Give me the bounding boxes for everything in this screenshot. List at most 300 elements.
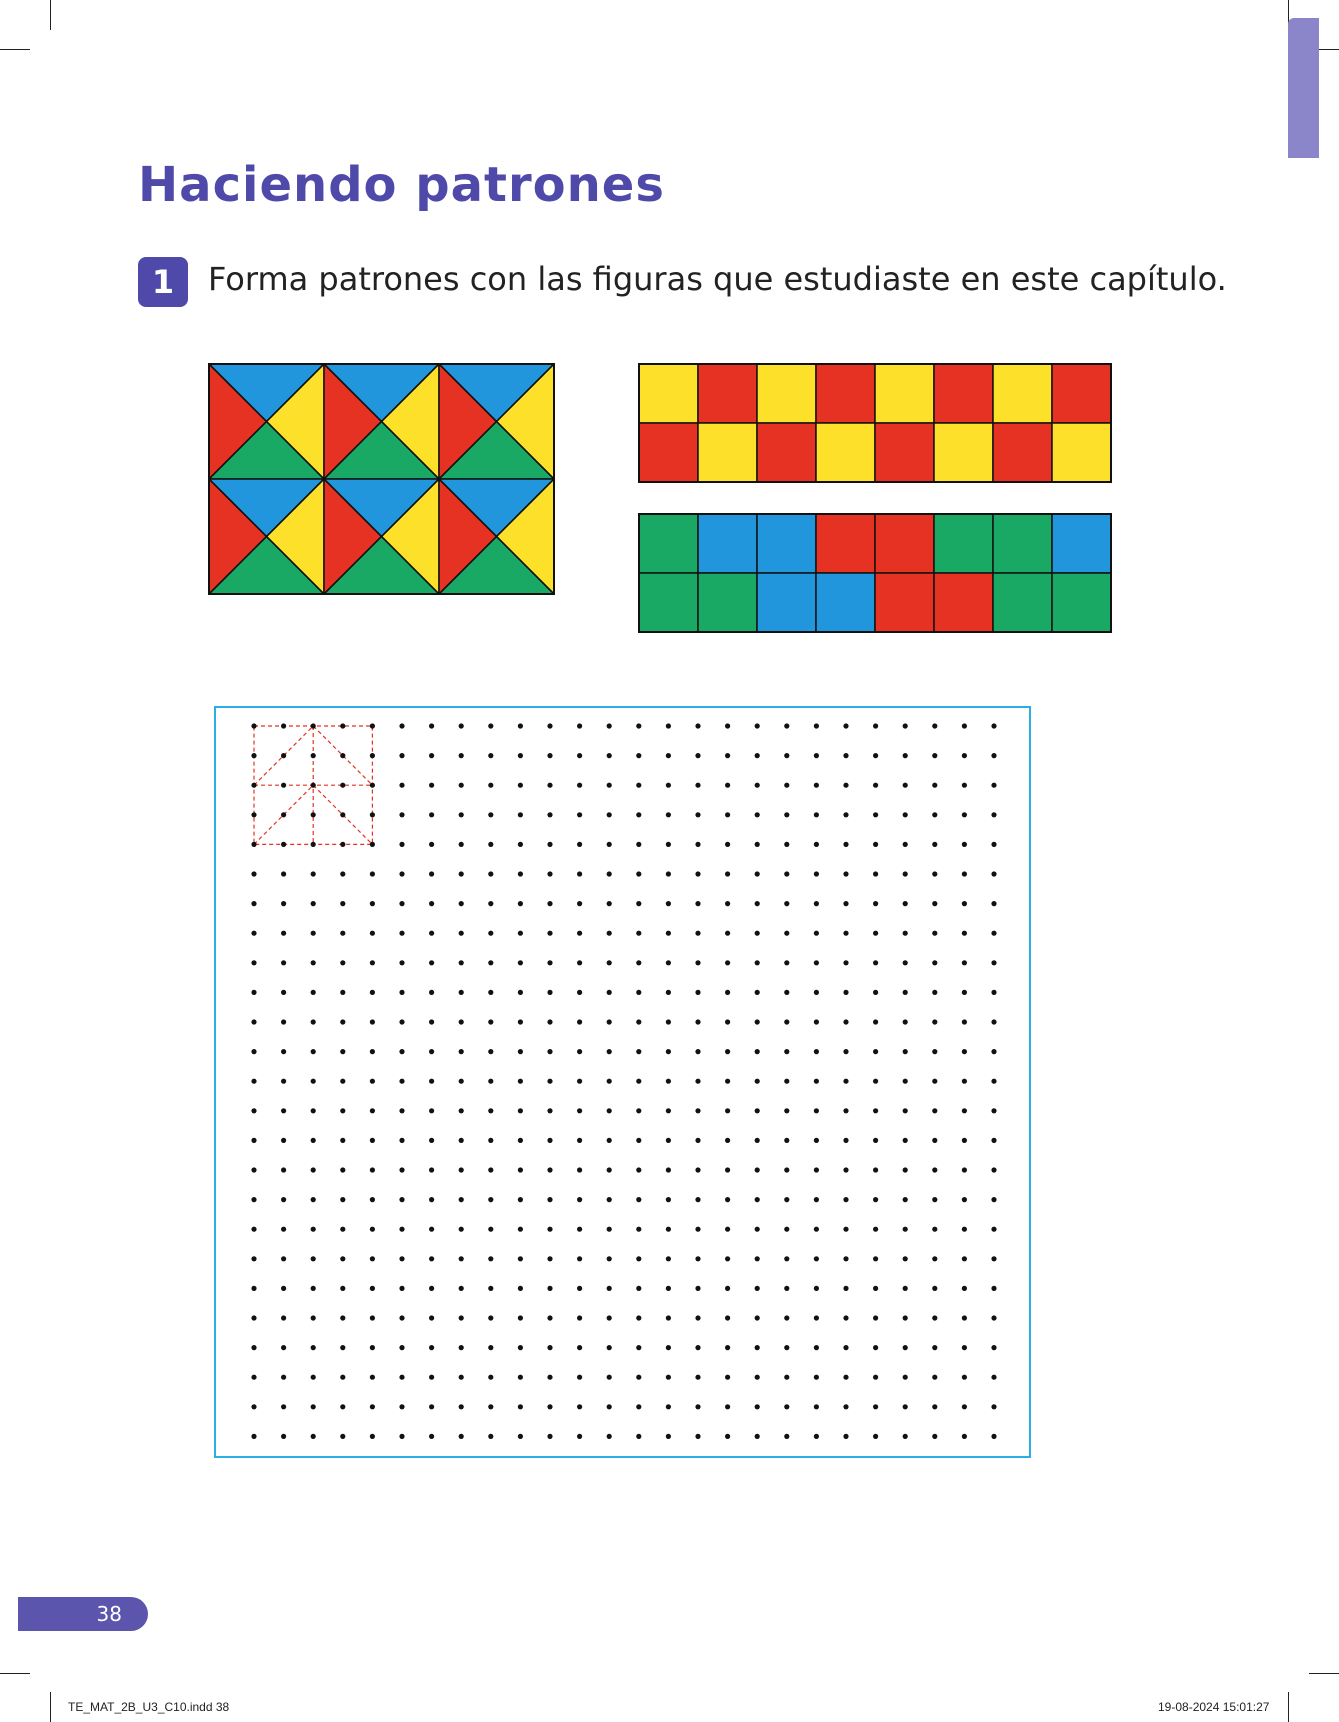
grid-dot (281, 931, 286, 936)
grid-dot (725, 1345, 730, 1350)
grid-dot (843, 753, 848, 758)
grid-dot (962, 1167, 967, 1172)
grid-dot (251, 1286, 256, 1291)
grid-dot (340, 723, 345, 728)
grid-dot (873, 871, 878, 876)
grid-dot (725, 1375, 730, 1380)
grid-dot (340, 1286, 345, 1291)
grid-dot (843, 783, 848, 788)
grid-dot (577, 1108, 582, 1113)
grid-dot (518, 1079, 523, 1084)
grid-dot (518, 990, 523, 995)
grid-dot (695, 1138, 700, 1143)
grid-dot (281, 1108, 286, 1113)
square-yellow (993, 364, 1052, 423)
grid-dot (843, 842, 848, 847)
grid-dot (518, 1019, 523, 1024)
grid-dot (459, 1019, 464, 1024)
grid-dot (399, 1049, 404, 1054)
grid-dot (755, 1049, 760, 1054)
grid-dot (932, 842, 937, 847)
grid-dot (636, 1434, 641, 1439)
grid-dot (370, 1227, 375, 1232)
grid-dot (459, 1197, 464, 1202)
grid-dot (873, 960, 878, 965)
grid-dot (518, 931, 523, 936)
grid-dot (311, 1167, 316, 1172)
grid-dot (784, 990, 789, 995)
grid-dot (814, 1019, 819, 1024)
grid-dot (636, 723, 641, 728)
grid-dot (666, 960, 671, 965)
square-blue (698, 514, 757, 573)
grid-dot (814, 1404, 819, 1409)
grid-dot (399, 723, 404, 728)
square-red (698, 364, 757, 423)
square-green (1052, 573, 1111, 632)
grid-dot (903, 1079, 908, 1084)
grid-dot (932, 1375, 937, 1380)
grid-dot (695, 812, 700, 817)
grid-dot (666, 1404, 671, 1409)
grid-dot (607, 812, 612, 817)
grid-dot (991, 1167, 996, 1172)
grid-dot (843, 1345, 848, 1350)
grid-dot (784, 1108, 789, 1113)
grid-dot (666, 1375, 671, 1380)
grid-dot (607, 1138, 612, 1143)
grid-dot (962, 1286, 967, 1291)
grid-dot (962, 753, 967, 758)
grid-dot (488, 990, 493, 995)
grid-dot (666, 753, 671, 758)
grid-dot (666, 783, 671, 788)
grid-dot (666, 1019, 671, 1024)
grid-dot (577, 901, 582, 906)
grid-dot (488, 1227, 493, 1232)
grid-dot (962, 1138, 967, 1143)
grid-dot (370, 960, 375, 965)
grid-dot (281, 753, 286, 758)
grid-dot (666, 812, 671, 817)
grid-dot (695, 1197, 700, 1202)
grid-dot (991, 960, 996, 965)
grid-dot (666, 723, 671, 728)
grid-dot (370, 783, 375, 788)
grid-dot (991, 1227, 996, 1232)
triangle-pattern (208, 363, 556, 595)
activity-number-badge: 1 (138, 257, 188, 307)
grid-dot (695, 990, 700, 995)
grid-dot (340, 1049, 345, 1054)
grid-dot (695, 1108, 700, 1113)
grid-dot (577, 990, 582, 995)
grid-dot (962, 901, 967, 906)
grid-dot (607, 783, 612, 788)
grid-dot (607, 1108, 612, 1113)
grid-dot (873, 1197, 878, 1202)
grid-dot (518, 1375, 523, 1380)
crop-mark (0, 49, 30, 50)
grid-dot (755, 901, 760, 906)
grid-dot (636, 931, 641, 936)
grid-dot (962, 1404, 967, 1409)
grid-dot (607, 931, 612, 936)
grid-dot (459, 1049, 464, 1054)
grid-dot (607, 1315, 612, 1320)
grid-dot (251, 753, 256, 758)
square-blue (757, 514, 816, 573)
grid-dot (311, 1049, 316, 1054)
grid-dot (399, 1019, 404, 1024)
square-yellow (1052, 423, 1111, 482)
grid-dot (991, 931, 996, 936)
grid-dot (932, 931, 937, 936)
grid-dot (991, 1019, 996, 1024)
grid-dot (962, 812, 967, 817)
grid-dot (577, 1345, 582, 1350)
grid-dot (843, 1167, 848, 1172)
grid-dot (962, 1079, 967, 1084)
grid-dot (755, 931, 760, 936)
grid-dot (666, 1049, 671, 1054)
grid-dot (843, 1049, 848, 1054)
grid-dot (281, 1138, 286, 1143)
grid-dot (577, 1197, 582, 1202)
grid-dot (814, 812, 819, 817)
grid-dot (991, 753, 996, 758)
grid-dot (725, 990, 730, 995)
example-dashed-outline (254, 726, 372, 844)
grid-dot (991, 812, 996, 817)
grid-dot (547, 960, 552, 965)
square-green (639, 514, 698, 573)
crop-mark (50, 1692, 51, 1722)
grid-dot (755, 1404, 760, 1409)
grid-dot (399, 990, 404, 995)
grid-dot (459, 1404, 464, 1409)
grid-dot (251, 960, 256, 965)
grid-dot (755, 1345, 760, 1350)
square-yellow (757, 364, 816, 423)
grid-dot (873, 753, 878, 758)
grid-dot (577, 1049, 582, 1054)
grid-dot (518, 1256, 523, 1261)
grid-dot (311, 1315, 316, 1320)
grid-dot (488, 842, 493, 847)
grid-dot (429, 1404, 434, 1409)
grid-dot (429, 1345, 434, 1350)
grid-dot (311, 842, 316, 847)
grid-dot (281, 783, 286, 788)
grid-dot (666, 1345, 671, 1350)
grid-dot (636, 1167, 641, 1172)
grid-dot (784, 1019, 789, 1024)
grid-dot (311, 1404, 316, 1409)
grid-dot (784, 1404, 789, 1409)
page-number: 38 (18, 1597, 148, 1631)
grid-dot (399, 1167, 404, 1172)
grid-dot (370, 1138, 375, 1143)
grid-dot (251, 1227, 256, 1232)
grid-dot (281, 1345, 286, 1350)
grid-dot (251, 783, 256, 788)
grid-dot (429, 1197, 434, 1202)
grid-dot (873, 1404, 878, 1409)
grid-dot (843, 1315, 848, 1320)
grid-dot (577, 871, 582, 876)
grid-dot (281, 1049, 286, 1054)
grid-dot (311, 990, 316, 995)
grid-dot (547, 723, 552, 728)
square-yellow (875, 364, 934, 423)
grid-dot (607, 1375, 612, 1380)
grid-dot (547, 1345, 552, 1350)
grid-dot (547, 1019, 552, 1024)
grid-dot (784, 901, 789, 906)
grid-dot (370, 871, 375, 876)
grid-dot (814, 871, 819, 876)
grid-dot (459, 842, 464, 847)
grid-dot (577, 960, 582, 965)
grid-dot (281, 1256, 286, 1261)
grid-dot (695, 1019, 700, 1024)
grid-dot (577, 753, 582, 758)
grid-dot (518, 1404, 523, 1409)
grid-dot (370, 753, 375, 758)
grid-dot (932, 1108, 937, 1113)
grid-dot (311, 960, 316, 965)
grid-frame (215, 707, 1030, 1457)
grid-dot (311, 1227, 316, 1232)
grid-dot (932, 1345, 937, 1350)
grid-dot (962, 1315, 967, 1320)
grid-dot (932, 1315, 937, 1320)
grid-dot (251, 1167, 256, 1172)
grid-dot (518, 871, 523, 876)
grid-dot (577, 842, 582, 847)
grid-dot (636, 960, 641, 965)
grid-dot (251, 931, 256, 936)
grid-dot (784, 1227, 789, 1232)
grid-dot (873, 1256, 878, 1261)
grid-dot (814, 1345, 819, 1350)
grid-dot (903, 1167, 908, 1172)
grid-dot (370, 842, 375, 847)
grid-dot (755, 1315, 760, 1320)
grid-dot (547, 990, 552, 995)
grid-dot (577, 1315, 582, 1320)
footer-timestamp: 19-08-2024 15:01:27 (1158, 1700, 1270, 1714)
grid-dot (281, 1079, 286, 1084)
square-green (639, 573, 698, 632)
grid-dot (607, 753, 612, 758)
grid-dot (636, 990, 641, 995)
grid-dot (547, 1049, 552, 1054)
grid-dot (488, 1345, 493, 1350)
grid-dot (340, 1167, 345, 1172)
grid-dot (725, 753, 730, 758)
grid-dot (488, 1079, 493, 1084)
activity-instruction: Forma patrones con las figuras que estudiaste en este capítulo. (208, 260, 1227, 298)
grid-dot (755, 812, 760, 817)
grid-dot (814, 1227, 819, 1232)
grid-dot (636, 1315, 641, 1320)
grid-dot (607, 960, 612, 965)
grid-dot (695, 1315, 700, 1320)
grid-dot (843, 1375, 848, 1380)
grid-dot (814, 783, 819, 788)
grid-dot (281, 1434, 286, 1439)
grid-dot (429, 1019, 434, 1024)
grid-dot (399, 1286, 404, 1291)
grid-dot (991, 723, 996, 728)
grid-dot (399, 842, 404, 847)
grid-dot (547, 1256, 552, 1261)
grid-dot (251, 723, 256, 728)
grid-dot (251, 1434, 256, 1439)
chapter-side-tab (1288, 18, 1319, 158)
crop-mark (50, 0, 51, 30)
grid-dot (873, 1227, 878, 1232)
grid-dot (547, 783, 552, 788)
grid-dot (755, 990, 760, 995)
grid-dot (932, 901, 937, 906)
grid-dot (518, 783, 523, 788)
grid-dot (370, 1286, 375, 1291)
grid-dot (932, 1256, 937, 1261)
grid-dot (459, 1108, 464, 1113)
grid-dot (636, 1197, 641, 1202)
grid-dot (843, 1434, 848, 1439)
square-red (993, 423, 1052, 482)
grid-dot (666, 1256, 671, 1261)
grid-dot (903, 1434, 908, 1439)
grid-dot (814, 1049, 819, 1054)
grid-dot (281, 990, 286, 995)
grid-dot (281, 1227, 286, 1232)
grid-dot (281, 723, 286, 728)
grid-dot (488, 1197, 493, 1202)
grid-dot (518, 723, 523, 728)
grid-dot (725, 871, 730, 876)
grid-dot (577, 812, 582, 817)
grid-dot (399, 1079, 404, 1084)
grid-dot (755, 1079, 760, 1084)
grid-dot (518, 1434, 523, 1439)
grid-dot (784, 1197, 789, 1202)
square-pattern-red-yellow (638, 363, 1114, 483)
grid-dot (577, 1286, 582, 1291)
grid-dot (311, 1256, 316, 1261)
grid-dot (784, 1256, 789, 1261)
grid-dot (518, 960, 523, 965)
grid-dot (370, 1315, 375, 1320)
grid-dot (370, 812, 375, 817)
grid-dot (695, 1256, 700, 1261)
grid-dot (814, 1197, 819, 1202)
grid-dot (340, 990, 345, 995)
grid-dot (725, 1197, 730, 1202)
grid-dot (429, 1375, 434, 1380)
square-yellow (639, 364, 698, 423)
square-red (757, 423, 816, 482)
grid-dot (459, 1375, 464, 1380)
grid-dot (873, 1167, 878, 1172)
grid-dot (577, 723, 582, 728)
grid-dot (932, 1227, 937, 1232)
grid-dot (577, 1138, 582, 1143)
grid-dot (814, 1286, 819, 1291)
grid-dot (251, 1197, 256, 1202)
grid-dot (903, 842, 908, 847)
grid-dot (607, 1079, 612, 1084)
grid-dot (666, 1167, 671, 1172)
grid-dot (399, 1315, 404, 1320)
grid-dot (607, 1227, 612, 1232)
grid-dot (251, 990, 256, 995)
grid-dot (459, 1345, 464, 1350)
grid-dot (340, 1434, 345, 1439)
grid-dot (311, 812, 316, 817)
grid-dot (547, 842, 552, 847)
grid-dot (873, 1079, 878, 1084)
grid-dot (725, 931, 730, 936)
grid-dot (636, 1404, 641, 1409)
grid-dot (991, 1138, 996, 1143)
grid-dot (725, 1138, 730, 1143)
grid-dot (340, 1108, 345, 1113)
grid-dot (932, 812, 937, 817)
square-green (934, 514, 993, 573)
grid-dot (814, 1079, 819, 1084)
grid-dot (755, 1227, 760, 1232)
grid-dot (666, 931, 671, 936)
grid-dot (459, 1227, 464, 1232)
grid-dot (370, 1404, 375, 1409)
grid-dot (370, 1079, 375, 1084)
grid-dot (784, 723, 789, 728)
grid-dot (547, 1404, 552, 1409)
example-dashed-line (254, 785, 313, 844)
grid-dot (843, 1286, 848, 1291)
grid-dot (251, 1404, 256, 1409)
grid-dot (755, 1256, 760, 1261)
grid-dot (251, 1049, 256, 1054)
grid-dot (725, 960, 730, 965)
example-dashed-line (254, 726, 313, 785)
grid-dot (873, 1345, 878, 1350)
grid-dot (518, 1197, 523, 1202)
grid-dot (607, 1197, 612, 1202)
grid-dot (281, 1315, 286, 1320)
example-dashed-line (313, 726, 372, 785)
grid-dot (607, 871, 612, 876)
grid-dot (311, 1019, 316, 1024)
grid-dot (962, 1108, 967, 1113)
grid-dot (784, 1315, 789, 1320)
grid-dot (873, 1138, 878, 1143)
grid-dot (814, 960, 819, 965)
grid-dot (429, 723, 434, 728)
grid-dot (932, 1167, 937, 1172)
grid-dot (459, 1079, 464, 1084)
grid-dot (547, 812, 552, 817)
grid-dot (991, 1286, 996, 1291)
grid-dot (636, 901, 641, 906)
grid-dot (873, 1315, 878, 1320)
grid-dot (311, 1286, 316, 1291)
